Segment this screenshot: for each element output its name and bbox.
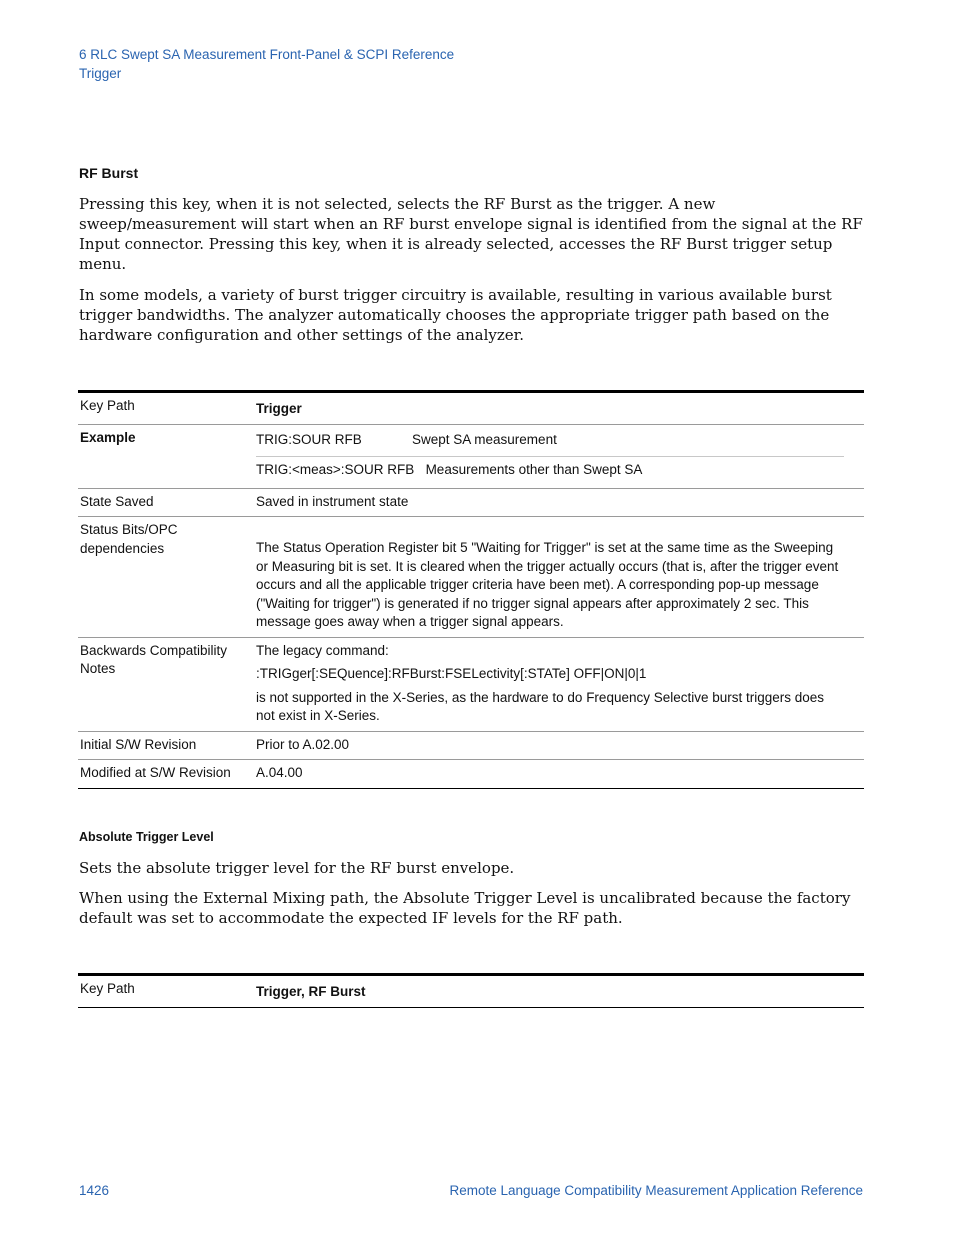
chapter-header: 6 RLC Swept SA Measurement Front-Panel & SCPI Reference <box>79 47 455 62</box>
initial-revision-label: Initial S/W Revision <box>78 731 252 760</box>
rf-burst-key-table <box>78 390 864 789</box>
rf-burst-paragraph-1: Pressing this key, when it is not selected, selects the RF Burst as the trigger. A new sweep/measurement will start when an RF burst envelope signal is identified from the signal at the RF Input connector. Pressing this key, when it is already selected, accesses the RF Burst trigger setup menu. <box>79 195 863 273</box>
key-path-value: Trigger <box>252 392 864 425</box>
example-command: TRIG:<meas>:SOUR RFB <box>256 462 415 477</box>
initial-revision-value: Prior to A.02.00 <box>252 731 864 760</box>
key-path-label: Key Path <box>78 975 252 1008</box>
document-title: Remote Language Compatibility Measurement Application Reference <box>449 1183 863 1198</box>
table-row <box>78 488 864 517</box>
table-row <box>78 760 864 789</box>
modified-revision-label: Modified at S/W Revision <box>78 760 252 789</box>
backwards-compat-value <box>252 637 864 731</box>
table-row <box>78 637 864 731</box>
example-label: Example <box>78 424 252 488</box>
table-row <box>78 975 864 1008</box>
example-row-2 <box>256 456 844 483</box>
backwards-line-1: The legacy command: <box>256 642 389 658</box>
example-row-1 <box>256 429 844 453</box>
section-header: Trigger <box>79 66 122 81</box>
example-description: Measurements other than Swept SA <box>425 462 643 477</box>
table-row <box>78 392 864 425</box>
key-path-value: Trigger, RF Burst <box>252 975 864 1008</box>
abs-trigger-paragraph-2: When using the External Mixing path, the Absolute Trigger Level is uncalibrated because the factory default was set to accommodate the expected IF levels for the RF path. <box>79 889 851 927</box>
backwards-line-3: is not supported in the X-Series, as the hardware to do Frequency Selective burst triggers does not exist in X-Series. <box>256 689 825 723</box>
key-path-label: Key Path <box>78 392 252 425</box>
backwards-compat-label: Backwards Compatibility Notes <box>78 637 252 731</box>
backwards-line-2: :TRIGger[:SEQuence]:RFBurst:FSELectivity[:STATe] OFF|ON|0|1 <box>256 666 647 681</box>
rf-burst-paragraph-2: In some models, a variety of burst trigger circuitry is available, resulting in various available burst trigger bandwidths. The analyzer automatically chooses the appropriate trigger path based on the hardware configuration and other settings of the analyzer. <box>79 286 832 344</box>
example-command: TRIG:SOUR RFB <box>256 431 362 447</box>
modified-revision-value: A.04.00 <box>252 760 864 789</box>
example-value <box>252 424 864 488</box>
rf-burst-heading: RF Burst <box>79 165 139 181</box>
absolute-trigger-level-heading: Absolute Trigger Level <box>79 830 214 844</box>
status-bits-label: Status Bits/OPC dependencies <box>78 517 252 638</box>
table-row <box>78 424 864 488</box>
abs-trigger-key-table <box>78 973 864 1008</box>
state-saved-value: Saved in instrument state <box>252 488 864 517</box>
table-row <box>78 731 864 760</box>
example-description: Swept SA measurement <box>412 431 557 447</box>
status-bits-text: The Status Operation Register bit 5 "Waiting for Trigger" is set at the same time as the Sweeping or Measuring bit is set. It is cleared when the trigger actually occurs (that is, after the trigger event occurs and all the applicable trigger criteria have been met). A corresponding pop-up message ("Waiting for trigger") is generated if no trigger signal appears after approximately 2 sec. This message goes away when a trigger signal appears. <box>256 540 839 629</box>
state-saved-label: State Saved <box>78 488 252 517</box>
table-row <box>78 517 864 638</box>
page-number: 1426 <box>79 1183 110 1198</box>
abs-trigger-paragraph-1: Sets the absolute trigger level for the RF burst envelope. <box>79 859 515 877</box>
status-bits-value <box>252 517 864 638</box>
